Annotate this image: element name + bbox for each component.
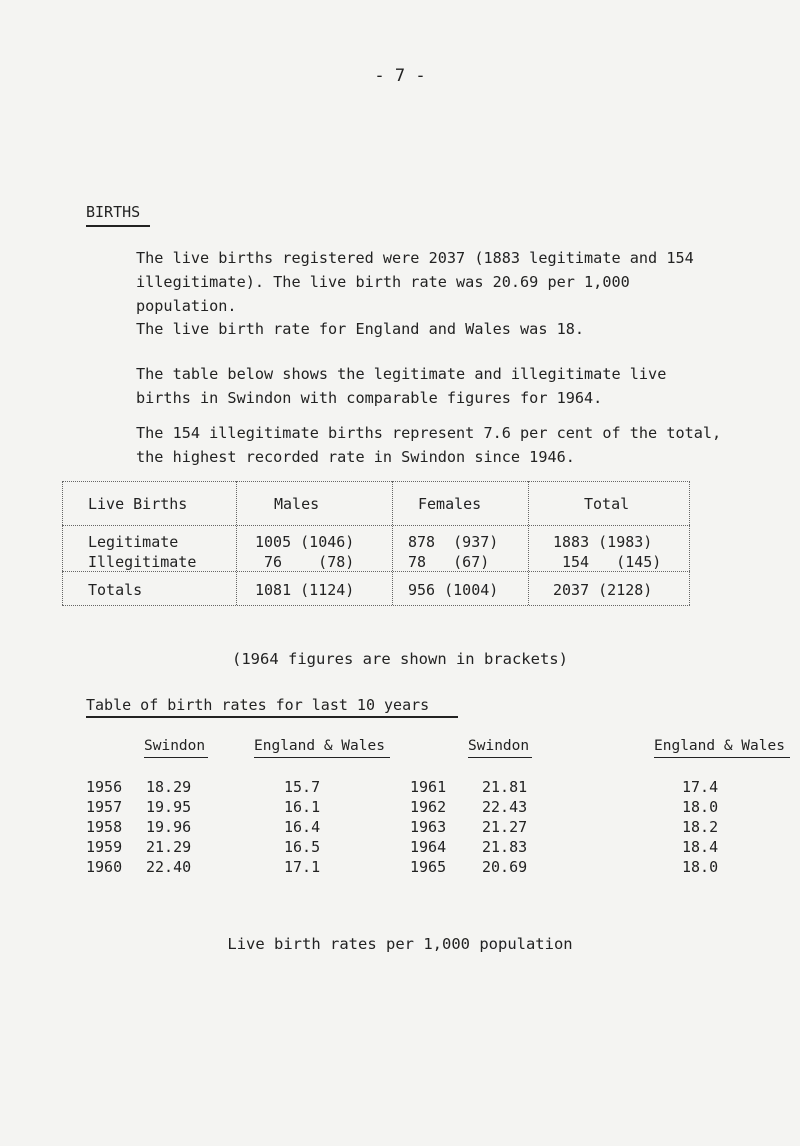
header-live-births: Live Births: [88, 495, 188, 513]
paragraph-live-births: The live births registered were 2037 (1883 legitimate and 154 illegitimate). The live birth rate was 20.69 per 1,000 population.: [136, 249, 694, 315]
row-label: Totals: [88, 581, 143, 599]
rate-ew: 15.7: [284, 778, 321, 796]
cell-total: 1883 (1983): [553, 533, 653, 551]
rate-swindon: 22.40: [146, 858, 192, 876]
table-border-right: [689, 481, 690, 605]
rate-year: 1965: [410, 858, 447, 876]
rate-year: 1956: [86, 778, 123, 796]
header-males: Males: [274, 495, 320, 513]
col-head-swindon-left: Swindon: [144, 738, 206, 754]
rate-year: 1962: [410, 798, 447, 816]
page-number: - 7 -: [374, 66, 426, 86]
rate-swindon: 21.27: [482, 818, 528, 836]
table-divider-3: [528, 481, 529, 605]
col-head-ew-left: England & Wales: [254, 738, 385, 754]
rate-ew: 18.2: [682, 818, 719, 836]
rate-ew: 18.0: [682, 858, 719, 876]
row-label: Illegitimate: [88, 553, 197, 571]
rate-ew: 18.4: [682, 838, 719, 856]
rate-year: 1961: [410, 778, 447, 796]
rate-swindon: 19.95: [146, 798, 192, 816]
rate-swindon: 21.83: [482, 838, 528, 856]
rate-year: 1960: [86, 858, 123, 876]
cell-females: 956 (1004): [408, 581, 499, 599]
cell-males: 1081 (1124): [255, 581, 355, 599]
table-border-top: [62, 481, 690, 482]
col-underline: [144, 757, 208, 758]
cell-total: 2037 (2128): [553, 581, 653, 599]
rates-title-underline: [86, 716, 458, 718]
rates-table-title: Table of birth rates for last 10 years: [86, 696, 430, 714]
table-divider-1: [236, 481, 237, 605]
row-label: Legitimate: [88, 533, 179, 551]
cell-total: 154 (145): [562, 553, 662, 571]
table-border-bottom: [62, 605, 690, 606]
col-underline: [468, 757, 532, 758]
table-border-header: [62, 525, 690, 526]
paragraph-table-intro: The table below shows the legitimate and illegitimate live births in Swindon with comparable figures for 1964.: [136, 365, 667, 407]
header-total: Total: [584, 495, 630, 513]
section-heading: BIRTHS: [86, 203, 141, 221]
header-females: Females: [418, 495, 482, 513]
paragraph-england-wales-rate: The live birth rate for England and Wales was 18.: [136, 320, 585, 338]
col-head-ew-right: England & Wales: [654, 738, 785, 754]
rates-footnote: Live birth rates per 1,000 population: [227, 935, 573, 953]
cell-females: 878 (937): [408, 533, 499, 551]
col-underline: [254, 757, 390, 758]
rate-swindon: 19.96: [146, 818, 192, 836]
rate-year: 1964: [410, 838, 447, 856]
rate-ew: 16.5: [284, 838, 321, 856]
rate-swindon: 20.69: [482, 858, 528, 876]
bracket-note: (1964 figures are shown in brackets): [232, 650, 568, 668]
rate-year: 1957: [86, 798, 123, 816]
col-head-swindon-right: Swindon: [468, 738, 530, 754]
cell-males: 76 (78): [264, 553, 355, 571]
cell-females: 78 (67): [408, 553, 490, 571]
table-border-totals: [62, 571, 690, 572]
rate-swindon: 18.29: [146, 778, 192, 796]
rate-swindon: 22.43: [482, 798, 528, 816]
rate-ew: 17.1: [284, 858, 321, 876]
table-divider-2: [392, 481, 393, 605]
births-table: [62, 481, 690, 605]
rate-swindon: 21.81: [482, 778, 528, 796]
col-underline: [654, 757, 790, 758]
paragraph-illegitimate-rate: The 154 illegitimate births represent 7.6 per cent of the total, the highest recorded rate in Swindon since 1946.: [136, 424, 722, 466]
rate-ew: 16.1: [284, 798, 321, 816]
rate-ew: 16.4: [284, 818, 321, 836]
cell-males: 1005 (1046): [255, 533, 355, 551]
rate-swindon: 21.29: [146, 838, 192, 856]
rate-year: 1959: [86, 838, 123, 856]
rate-ew: 17.4: [682, 778, 719, 796]
heading-underline: [86, 225, 150, 227]
table-border-left: [62, 481, 63, 605]
rate-year: 1958: [86, 818, 123, 836]
rate-year: 1963: [410, 818, 447, 836]
rate-ew: 18.0: [682, 798, 719, 816]
